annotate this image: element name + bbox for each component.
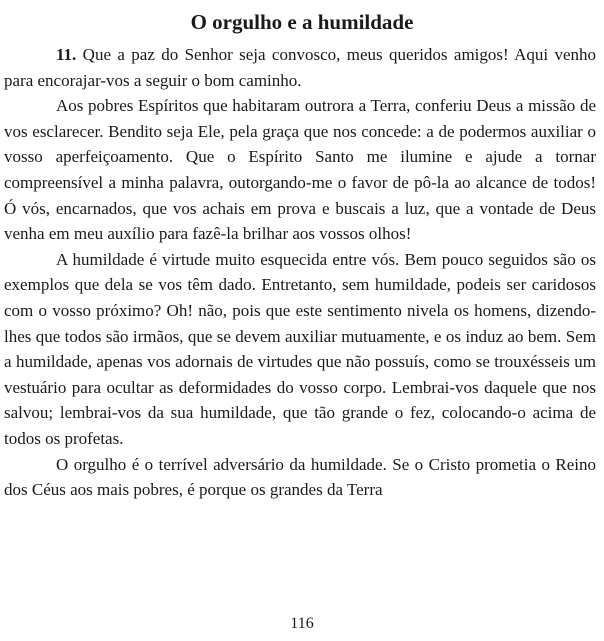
- paragraph: [4, 247, 596, 452]
- page-number: 116: [290, 615, 314, 632]
- paragraph: [4, 93, 596, 247]
- item-number: 11.: [56, 45, 77, 64]
- body-text: [4, 42, 596, 503]
- paragraph-text: Aos pobres Espíritos que habitaram outrora a Terra, conferiu Deus a missão de vos esclarecer. Bendito seja Ele, pela graça que nos concede: a de podermos auxiliar o vosso aperfeiçoamento. Que o Espírito Santo me ilumine e ajude a tornar compreensível a minha palavra, outorgando-me o favor de pô-la ao alcance de todos! Ó vós, encarnados, que vos achais em prova e buscais a luz, que a vontade de Deus venha em meu auxílio para fazê-la brilhar aos vossos olhos!: [4, 96, 596, 244]
- chapter-title: O orgulho e a humildade: [190, 10, 414, 34]
- paragraph-text: A humildade é virtude muito esquecida entre vós. Bem pouco seguidos são os exemplos que dela se vos têm dado. Entretanto, sem humildade, podeis ser caridosos com o vosso próximo? Oh! não, pois que este sentimento nivela os homens, dizendo-lhes que todos são irmãos, que se devem auxiliar mutuamente, e os induz ao bem. Sem a humildade, apenas vos adornais de virtudes que não possuís, como se trouxésseis um vestuário para ocultar as deformidades do vosso corpo. Lembrai-vos daquele que nos salvou; lembrai-vos da sua humildade, que tão grande o fez, colocando-o acima de todos os profetas.: [4, 249, 596, 448]
- paragraph: [4, 42, 596, 93]
- paragraph-text: Que a paz do Senhor seja convosco, meus queridos amigos! Aqui venho para encorajar-vos a seguir o bom caminho.: [4, 45, 596, 90]
- paragraph: [4, 452, 596, 503]
- paragraph-text: O orgulho é o terrível adversário da humildade. Se o Cristo prometia o Reino dos Céus aos mais pobres, é porque os grandes da Terra: [4, 454, 596, 500]
